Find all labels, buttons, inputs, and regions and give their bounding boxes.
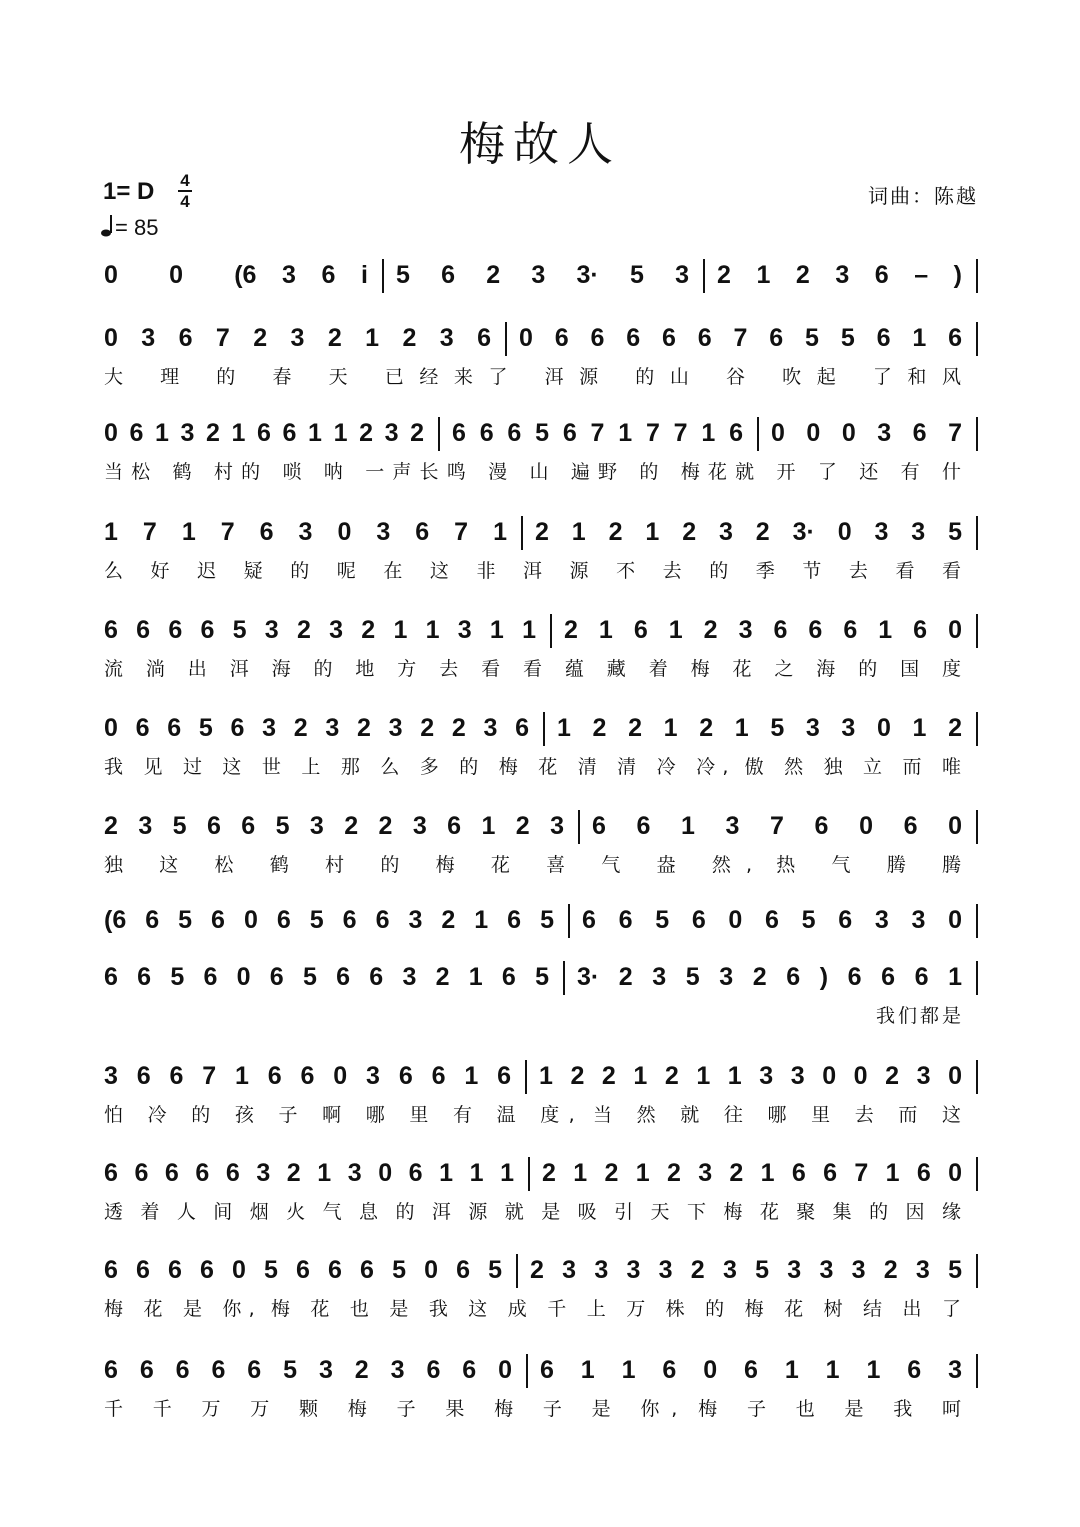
measure-notes: 1 2 2 1 2 1 1 3 3 0 0 2 3 0: [539, 1062, 962, 1090]
measure-notes: 0 6 6 5 6 3 2 3 2 3 2 2 3 6: [104, 714, 529, 742]
barline: [563, 961, 565, 995]
notes-line: [100, 512, 982, 552]
barline: [976, 417, 978, 451]
barline: [976, 1157, 978, 1191]
lyrics-line: [100, 850, 982, 880]
score-system: [100, 806, 982, 886]
measure-notes: 5 6 2 3 3· 5 3: [396, 261, 689, 289]
measure-notes: 6 6 5 6 0 6 5 6 3 3 0: [582, 906, 962, 934]
barline: [976, 1354, 978, 1388]
measure-notes: 6 6 5 6 0 6 5 6 6 3 2 1 6 5: [104, 963, 549, 991]
measure-notes: 6 6 6 6 6 5 3 2 3 6 6 0: [104, 1356, 512, 1384]
barline: [505, 322, 507, 356]
barline: [976, 712, 978, 746]
measure-notes: 0 0 0 3 6 7: [771, 419, 962, 447]
measure-notes: 0 6 6 6 6 6 7 6 5 5 6 1 6: [519, 324, 962, 352]
measure-notes: 2 3 5 6 6 5 3 2 2 3 6 1 2 3: [104, 812, 564, 840]
tempo-value: = 85: [115, 214, 159, 240]
lyrics-line: [100, 457, 982, 487]
notes-line: [100, 318, 982, 358]
measure-notes: 1 7 1 7 6 3 0 3 6 7 1: [104, 518, 507, 546]
lyrics-line: [100, 752, 982, 782]
barline: [976, 810, 978, 844]
lyrics-text: 流 淌 出 洱 海 的 地 方 去 看 看 蕴 藏 着 梅 花 之 海 的 国 度: [104, 658, 964, 680]
score-system: [100, 512, 982, 592]
measure-notes: 0 6 1 3 2 1 6 6 1 1 2 3 2: [104, 419, 424, 447]
score-system: [100, 1350, 982, 1430]
measure-notes: 6 6 6 6 0 5 6 6 6 5 0 6 5: [104, 1256, 502, 1284]
barline: [976, 259, 978, 293]
measure-notes: 2 1 2 3 6 – ): [717, 261, 962, 289]
time-signature-top: 4: [180, 171, 190, 190]
score-system: [100, 610, 982, 690]
lyrics-line: [100, 362, 982, 392]
barline: [382, 259, 384, 293]
barline: [976, 1060, 978, 1094]
song-title: 梅故人: [459, 117, 621, 171]
notes-line: [100, 1250, 982, 1290]
barline: [578, 810, 580, 844]
lyrics-line: [100, 1294, 982, 1324]
barline: [976, 516, 978, 550]
lyrics-line: [100, 654, 982, 684]
lyrics-text: 大 理 的 春 天 已经来了 洱源 的山 谷 吹起 了和风: [104, 366, 964, 388]
barline: [757, 417, 759, 451]
quarter-note-icon: [101, 214, 115, 244]
notes-line: [100, 1153, 982, 1193]
measure-notes: 2 1 2 1 2 3 2 1 6 6 7 1 6 0: [542, 1159, 962, 1187]
score-system: [100, 1153, 982, 1233]
time-signature-bottom: 4: [180, 192, 190, 211]
score-system: [100, 413, 982, 493]
barline: [976, 1254, 978, 1288]
score-system: [100, 957, 982, 1037]
measure-notes: 6 6 6 6 5 3 2 3 2 1 1 3 1 1: [104, 616, 536, 644]
notes-line: [100, 413, 982, 453]
credit: 词曲：陈越: [868, 184, 978, 208]
lyrics-line: [100, 1394, 982, 1424]
measure-notes: 3· 2 3 5 3 2 6 ) 6 6 6 1: [577, 963, 962, 991]
lyrics-text: 独 这 松 鹤 村 的 梅 花 喜 气 盎 然, 热 气 腾 腾: [104, 854, 964, 876]
notes-line: [100, 610, 982, 650]
lyrics-text: 当松 鹤 村的 唢 呐 一声长鸣 漫 山 遍野 的 梅花就 开 了 还 有 什: [104, 461, 964, 483]
barline: [976, 961, 978, 995]
time-signature: [178, 172, 192, 210]
lyrics-line: [100, 1001, 982, 1031]
measure-notes: 6 6 6 5 6 7 1 7 7 1 6: [452, 419, 743, 447]
score-system: [100, 1250, 982, 1330]
barline: [438, 417, 440, 451]
notes-line: [100, 1350, 982, 1390]
notes-line: [100, 900, 982, 940]
notes-line: [100, 1056, 982, 1096]
measure-notes: 2 1 6 1 2 3 6 6 6 1 6 0: [564, 616, 962, 644]
lyrics-text: 千 千 万 万 颗 梅 子 果 梅 子 是 你, 梅 子 也 是 我 呵: [104, 1398, 964, 1420]
lyrics-line: [100, 556, 982, 586]
score-system: [100, 1056, 982, 1136]
barline: [568, 904, 570, 938]
notes-line: [100, 255, 982, 295]
barline: [516, 1254, 518, 1288]
measure-notes: 0 0 (6 3 6 i: [104, 261, 368, 289]
lyrics-text: 我 见 过 这 世 上 那 么 多 的 梅 花 清 清 冷 冷, 傲 然 独 立 而 唯: [104, 756, 964, 778]
measure-notes: 6 6 6 6 6 3 2 1 3 0 6 1 1 1: [104, 1159, 514, 1187]
notes-line: [100, 957, 982, 997]
barline: [976, 904, 978, 938]
measure-notes: 2 1 2 1 2 3 2 3· 0 3 3 5: [535, 518, 962, 546]
key-signature: 1= D: [103, 178, 155, 205]
barline: [543, 712, 545, 746]
barline: [703, 259, 705, 293]
notes-line: [100, 806, 982, 846]
barline: [525, 1060, 527, 1094]
lyrics-text: 透 着 人 间 烟 火 气 息 的 洱 源 就 是 吸 引 天 下 梅 花 聚 集 的 因 缘: [104, 1201, 964, 1223]
barline: [976, 614, 978, 648]
lyrics-text: 我们都是: [875, 1005, 964, 1027]
measure-notes: 2 3 3 3 3 2 3 5 3 3 3 2 3 5: [530, 1256, 962, 1284]
measure-notes: 6 1 1 6 0 6 1 1 1 6 3: [540, 1356, 962, 1384]
lyrics-line: [100, 1100, 982, 1130]
notes-line: [100, 708, 982, 748]
lyrics-text: 么 好 迟 疑 的 呢 在 这 非 洱 源 不 去 的 季 节 去 看 看: [104, 560, 964, 582]
measure-notes: 1 2 2 1 2 1 5 3 3 0 1 2: [557, 714, 962, 742]
barline: [521, 516, 523, 550]
barline: [528, 1157, 530, 1191]
lyrics-text: 梅 花 是 你, 梅 花 也 是 我 这 成 千 上 万 株 的 梅 花 树 结 出 了: [104, 1298, 964, 1320]
lyrics-text: 怕 冷 的 孩 子 啊 哪 里 有 温 度, 当 然 就 往 哪 里 去 而 这: [104, 1104, 964, 1126]
score-system: [100, 708, 982, 788]
score-system: [100, 318, 982, 398]
tempo-marking: [101, 214, 158, 244]
barline: [976, 322, 978, 356]
measure-notes: 3 6 6 7 1 6 6 0 3 6 6 1 6: [104, 1062, 511, 1090]
measure-notes: 0 3 6 7 2 3 2 1 2 3 6: [104, 324, 491, 352]
measure-notes: (6 6 5 6 0 6 5 6 6 3 2 1 6 5: [104, 906, 554, 934]
barline: [526, 1354, 528, 1388]
barline: [550, 614, 552, 648]
lyrics-line: [100, 1197, 982, 1227]
measure-notes: 6 6 1 3 7 6 0 6 0: [592, 812, 962, 840]
